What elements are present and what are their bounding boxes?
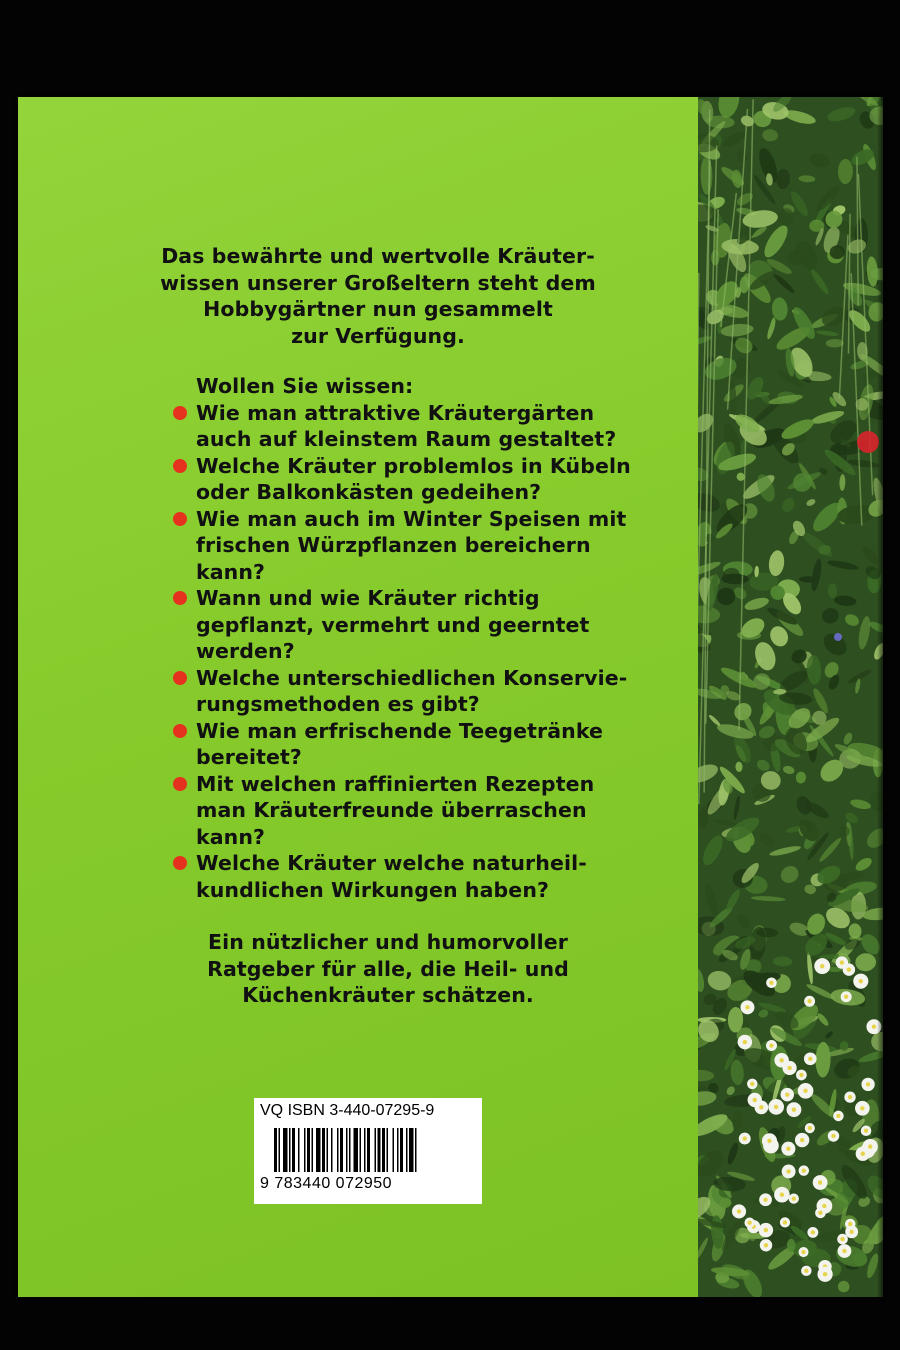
red-dot-icon: [173, 671, 187, 685]
book-back-cover: [18, 97, 883, 1297]
ean-digits: 9 783440 072950: [260, 1175, 393, 1192]
question-line: Mit welchen raffinierten Rezepten: [196, 771, 595, 796]
question-line: rungsmethoden es gibt?: [196, 692, 480, 716]
question-line: Welche unterschiedlichen Konservie-: [196, 665, 628, 690]
isbn-text: VQ ISBN 3-440-07295-9: [260, 1102, 435, 1119]
question-line: frischen Würzpflanzen bereichern: [196, 533, 591, 557]
barcode-icon: [274, 1128, 462, 1172]
question-item: [170, 453, 630, 506]
question-item: [170, 400, 630, 453]
question-item: [170, 585, 630, 665]
red-dot-icon: [173, 591, 187, 605]
isbn-barcode-label: [254, 1098, 482, 1204]
red-dot-icon: [173, 406, 187, 420]
question-line: Wie man erfrischende Teegetränke: [196, 718, 604, 743]
spine-shadow: [877, 97, 883, 1297]
herb-garden-image: [698, 97, 883, 1297]
green-text-panel: [18, 97, 698, 1297]
question-line: werden?: [196, 639, 295, 663]
question-line: Welche Kräuter problemlos in Kübeln: [196, 453, 631, 478]
question-item: [170, 718, 630, 771]
intro-line: Hobbygärtner nun gesammelt: [203, 297, 553, 321]
question-line: Wie man auch im Winter Speisen mit: [196, 506, 627, 531]
question-list: [170, 373, 630, 903]
question-item: [170, 665, 630, 718]
herb-garden-photo: [698, 97, 883, 1297]
intro-paragraph: [148, 243, 608, 349]
question-line: kann?: [196, 559, 266, 584]
question-list-lead: Wollen Sie wissen:: [196, 374, 414, 398]
question-item: [170, 771, 630, 851]
question-line: auch auf kleinstem Raum gestaltet?: [196, 427, 617, 451]
question-line: bereitet?: [196, 745, 302, 769]
red-dot-icon: [173, 512, 187, 526]
intro-line: wissen unserer Großeltern steht dem: [160, 270, 596, 295]
question-line: Wie man attraktive Kräutergärten: [196, 400, 595, 425]
outro-paragraph: [178, 929, 598, 1009]
question-item: [170, 850, 630, 903]
intro-line: zur Verfügung.: [291, 323, 465, 348]
red-dot-icon: [173, 856, 187, 870]
question-line: oder Balkonkästen gedeihen?: [196, 480, 542, 504]
red-dot-icon: [173, 777, 187, 791]
red-dot-icon: [173, 724, 187, 738]
question-line: Welche Kräuter welche naturheil-: [196, 851, 587, 875]
red-dot-icon: [173, 459, 187, 473]
outro-line: Ein nützlicher und humorvoller: [208, 930, 568, 954]
question-line: Wann und wie Kräuter richtig: [196, 586, 540, 610]
outro-line: Küchenkräuter schätzen.: [242, 983, 534, 1007]
outro-line: Ratgeber für alle, die Heil- und: [207, 956, 569, 981]
intro-line: Das bewährte und wertvolle Kräuter-: [161, 244, 595, 268]
question-line: kann?: [196, 824, 266, 849]
question-line: man Kräuterfreunde überraschen: [196, 798, 587, 822]
question-line: gepflanzt, vermehrt und geerntet: [196, 612, 590, 637]
question-line: kundlichen Wirkungen haben?: [196, 877, 550, 902]
question-item: [170, 506, 630, 586]
